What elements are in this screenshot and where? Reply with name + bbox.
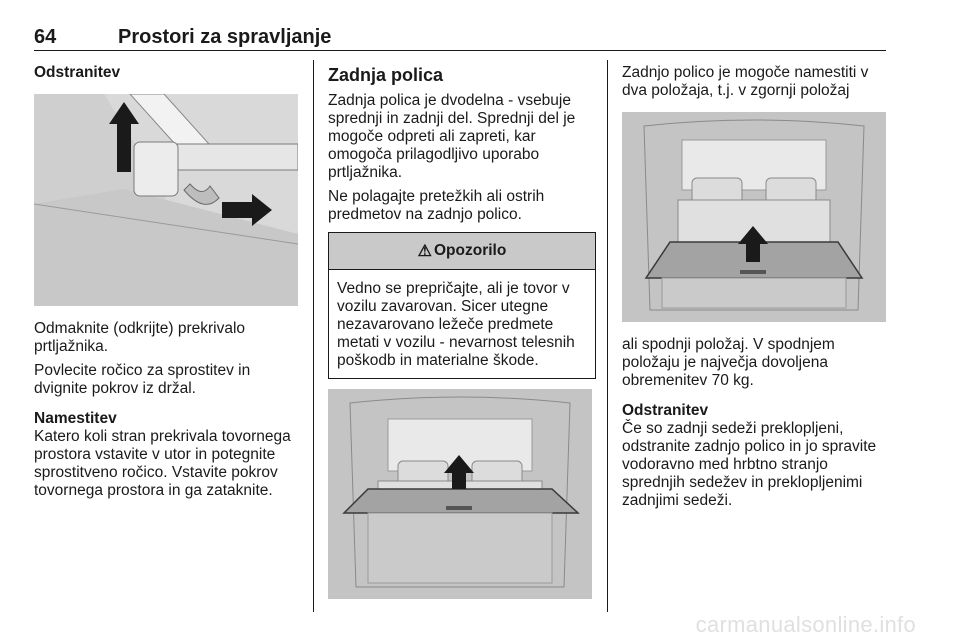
text-paragraph: Katero koli stran prekrivala tovornega prostora vstavite v utor in potegnite sprostitveno ročico. Vstavite pokrov tovornega prostora in ga zataknite. bbox=[34, 428, 291, 499]
section-heading-rear-shelf: Zadnja polica bbox=[328, 65, 444, 85]
column-1 bbox=[34, 64, 302, 500]
section-heading-removal: Odstranitev bbox=[622, 402, 709, 419]
shelf-lower-position-illustration bbox=[328, 389, 592, 599]
warning-header bbox=[329, 233, 595, 270]
cover-removal-illustration bbox=[34, 94, 298, 306]
column-3 bbox=[622, 64, 890, 510]
section-heading-install: Namestitev bbox=[34, 410, 117, 427]
page-header bbox=[34, 26, 886, 51]
text-paragraph: Zadnja polica je dvodelna - vsebuje sprednji in zadnji del. Sprednji del je mogoče odpreti ali zapreti, kar omogoča prilagodljivo uporabo prtljažnika. bbox=[328, 92, 576, 181]
warning-triangle-icon: ⚠ bbox=[417, 243, 432, 260]
text-paragraph: Povlecite ročico za sprostitev in dvignite pokrov iz držal. bbox=[34, 362, 251, 397]
watermark: carmanualsonline.info bbox=[695, 612, 916, 637]
warning-box bbox=[328, 232, 596, 379]
column-2 bbox=[328, 64, 596, 599]
section-heading-removal: Odstranitev bbox=[34, 64, 121, 81]
warning-title: Opozorilo bbox=[434, 242, 507, 259]
column-divider bbox=[607, 60, 608, 612]
column-divider bbox=[313, 60, 314, 612]
warning-text: Vedno se prepričajte, ali je tovor v vozilu zavarovan. Sicer utegne nezavarovano ležeče predmete metati v vozilu - nevarnost telesnih poškodb in materialne škode. bbox=[337, 280, 575, 369]
text-paragraph: Ne polagajte pretežkih ali ostrih predmetov na zadnjo polico. bbox=[328, 188, 545, 223]
page-title: Prostori za spravljanje bbox=[118, 26, 332, 48]
text-paragraph: Zadnjo polico je mogoče namestiti v dva položaja, t.j. v zgornji položaj bbox=[622, 64, 869, 99]
page-number: 64 bbox=[34, 26, 57, 48]
text-paragraph: ali spodnji položaj. V spodnjem položaju je največja dovoljena obremenitev 70 kg. bbox=[622, 336, 835, 389]
shelf-upper-position-illustration bbox=[622, 112, 886, 322]
text-paragraph: Odmaknite (odkrijte) prekrivalo prtljažnika. bbox=[34, 320, 246, 355]
text-paragraph: Če so zadnji sedeži preklopljeni, odstranite zadnjo polico in jo spravite vodoravno med hrbtno stranjo sprednjih sedežev in preklopljenimi zadnjimi sedeži. bbox=[622, 420, 877, 509]
